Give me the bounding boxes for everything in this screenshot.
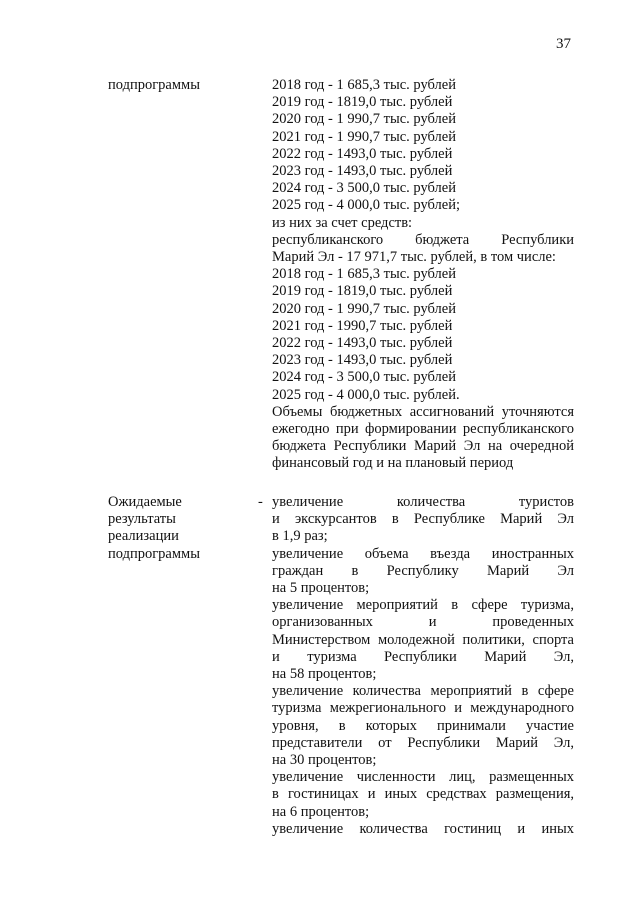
result-line: и туризма Республики Марий Эл, bbox=[272, 648, 574, 665]
result-line: на 6 процентов; bbox=[272, 803, 370, 820]
funding-line: 2021 год - 1990,7 тыс. рублей bbox=[272, 317, 453, 334]
row-dash: - bbox=[258, 494, 263, 510]
funding-line: 2023 год - 1493,0 тыс. рублей bbox=[272, 163, 453, 180]
funding-line: 2024 год - 3 500,0 тыс. рублей bbox=[272, 180, 456, 197]
section2-label-line: результаты bbox=[108, 511, 176, 528]
funding-line: 2018 год - 1 685,3 тыс. рублей bbox=[272, 77, 456, 93]
section2-label-line: Ожидаемые bbox=[108, 494, 182, 510]
section2-values bbox=[272, 494, 574, 838]
result-line: на 58 процентов; bbox=[272, 666, 377, 683]
result-line: уровня, в которых принимали участие bbox=[272, 717, 574, 734]
funding-line: из них за счет средств: bbox=[272, 214, 413, 231]
funding-line: 2025 год - 4 000,0 тыс. рублей; bbox=[272, 197, 460, 214]
funding-line: 2024 год - 3 500,0 тыс. рублей bbox=[272, 369, 456, 386]
funding-line: 2018 год - 1 685,3 тыс. рублей bbox=[272, 266, 456, 283]
result-line: представители от Республики Марий Эл, bbox=[272, 734, 574, 751]
funding-line: 2022 год - 1493,0 тыс. рублей bbox=[272, 335, 453, 352]
result-line: увеличение количества мероприятий в сфере bbox=[272, 683, 574, 700]
result-line: увеличение количества туристов bbox=[272, 494, 574, 510]
funding-line: 2022 год - 1493,0 тыс. рублей bbox=[272, 145, 453, 162]
section2-label bbox=[108, 494, 258, 563]
funding-line: Марий Эл - 17 971,7 тыс. рублей, в том числе: bbox=[272, 249, 556, 266]
funding-line: 2021 год - 1 990,7 тыс. рублей bbox=[272, 128, 456, 145]
result-line: увеличение численности лиц, размещенных bbox=[272, 769, 574, 786]
funding-line: Объемы бюджетных ассигнований уточняются bbox=[272, 403, 574, 420]
result-line: на 5 процентов; bbox=[272, 580, 370, 597]
funding-line: 2023 год - 1493,0 тыс. рублей bbox=[272, 352, 453, 369]
funding-line: 2019 год - 1819,0 тыс. рублей bbox=[272, 94, 453, 111]
result-line: в гостиницах и иных средствах размещения, bbox=[272, 786, 574, 803]
section1-label-line: подпрограммы bbox=[108, 77, 200, 93]
result-line: и экскурсантов в Республике Марий Эл bbox=[272, 511, 574, 528]
result-line: туризма межрегионального и международного bbox=[272, 700, 574, 717]
section1-label bbox=[108, 77, 258, 94]
funding-line: 2020 год - 1 990,7 тыс. рублей bbox=[272, 300, 456, 317]
funding-line: бюджета Республики Марий Эл на очередной bbox=[272, 438, 574, 455]
funding-line: 2019 год - 1819,0 тыс. рублей bbox=[272, 283, 453, 300]
section2-label-line: подпрограммы bbox=[108, 545, 200, 562]
section2-label-line: реализации bbox=[108, 528, 179, 545]
funding-line: 2020 год - 1 990,7 тыс. рублей bbox=[272, 111, 456, 128]
result-line: увеличение мероприятий в сфере туризма, bbox=[272, 597, 574, 614]
result-line: увеличение количества гостиниц и иных bbox=[272, 820, 574, 837]
result-line: Министерством молодежной политики, спорта bbox=[272, 631, 574, 648]
result-line: организованных и проведенных bbox=[272, 614, 574, 631]
result-line: в 1,9 раз; bbox=[272, 528, 328, 545]
result-line: граждан в Республику Марий Эл bbox=[272, 562, 574, 579]
funding-line: финансовый год и на плановый период bbox=[272, 455, 514, 472]
result-line: увеличение объема въезда иностранных bbox=[272, 545, 574, 562]
section1-values bbox=[272, 77, 574, 473]
funding-line: республиканского бюджета Республики bbox=[272, 231, 574, 248]
page-number: 37 bbox=[556, 36, 571, 52]
result-line: на 30 процентов; bbox=[272, 752, 377, 769]
funding-line: 2025 год - 4 000,0 тыс. рублей. bbox=[272, 386, 460, 403]
funding-line: ежегодно при формировании республиканского bbox=[272, 421, 574, 438]
